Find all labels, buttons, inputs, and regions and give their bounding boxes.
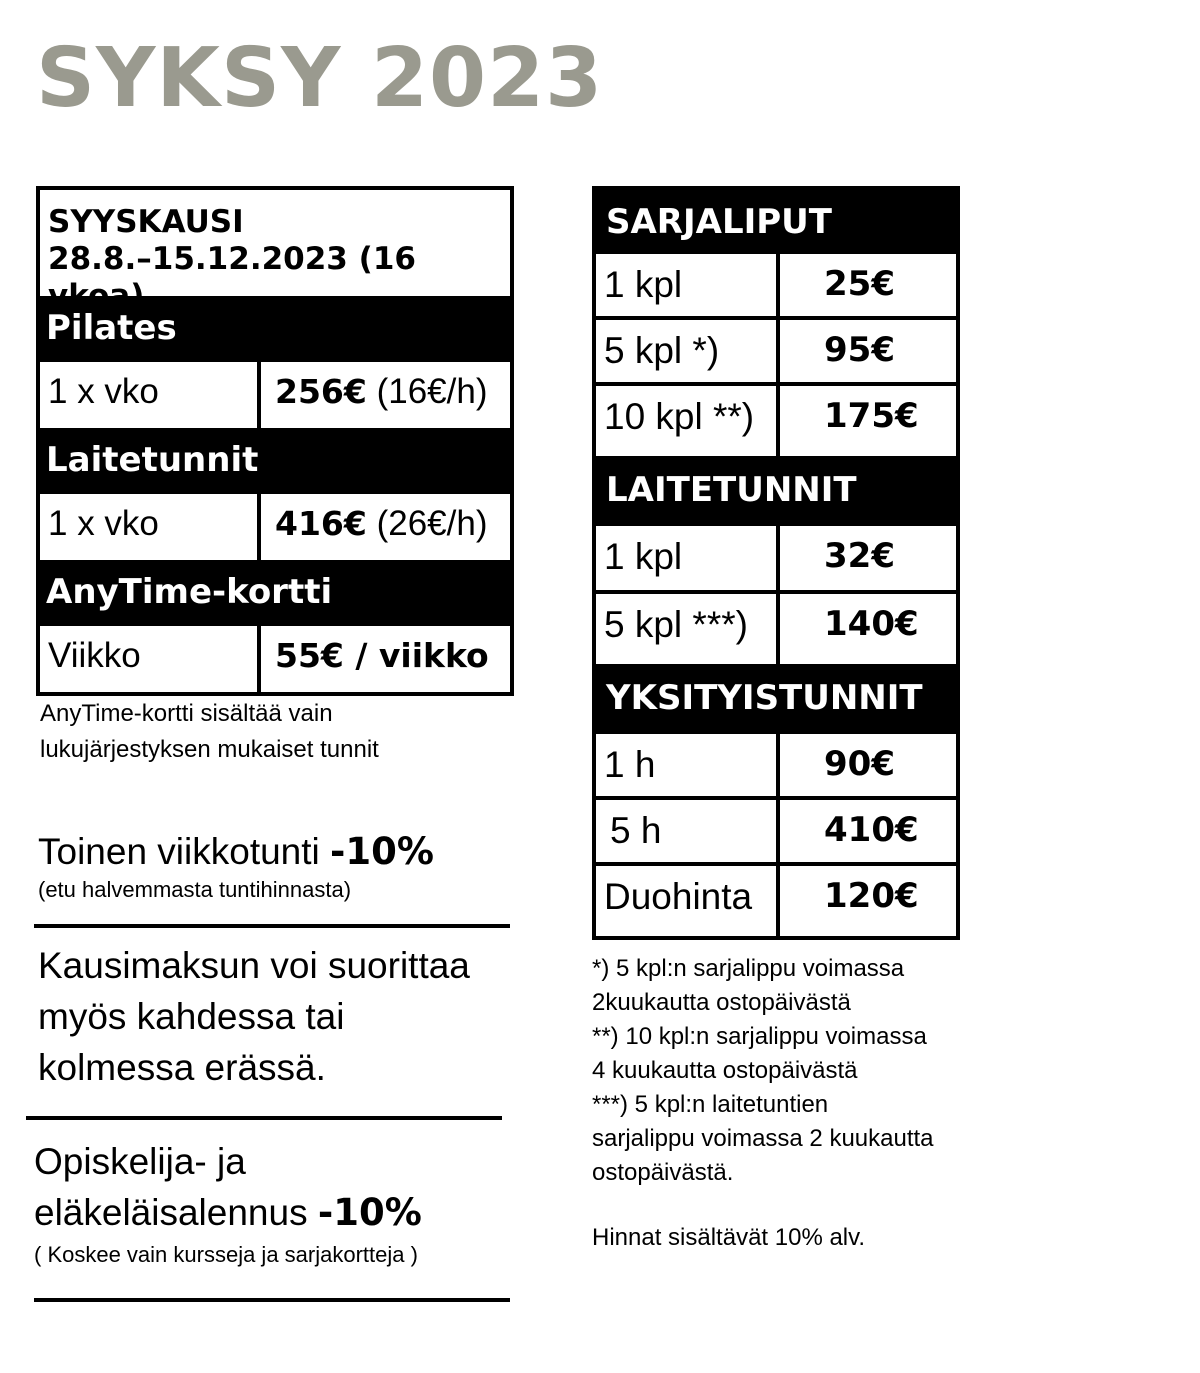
row-label: 1 x vko — [40, 362, 261, 428]
table-row — [596, 800, 956, 866]
footnote-line: *) 5 kpl:n sarjalippu voimassa — [592, 955, 905, 982]
installments-note — [38, 940, 518, 1093]
table-row — [596, 320, 956, 386]
row-price: 140€ — [824, 604, 919, 644]
row-label: 5 h — [596, 800, 780, 862]
section-yksityistunnit: YKSITYISTUNNIT — [596, 664, 956, 734]
table-row — [40, 494, 510, 560]
discount-text: Toinen viikkotunti — [38, 831, 320, 872]
page-title: SYKSY 2023 — [36, 31, 604, 126]
student-note: ( Koskee vain kursseja ja sarjakortteja ) — [34, 1242, 418, 1267]
installments-line: kolmessa erässä. — [38, 1047, 326, 1088]
row-label: 1 h — [596, 734, 780, 796]
student-line: eläkeläisalennus — [34, 1192, 308, 1233]
season-heading: SYYSKAUSI — [48, 204, 244, 240]
row-price: 120€ — [824, 876, 919, 916]
row-label: 1 kpl — [596, 254, 780, 316]
row-label: 5 kpl *) — [596, 320, 780, 382]
footnote-line: ***) 5 kpl:n laitetuntien — [592, 1091, 829, 1118]
discount-note: (etu halvemmasta tuntihinnasta) — [38, 877, 352, 902]
row-price: 256€ (16€/h) — [275, 372, 488, 411]
row-label: 1 x vko — [40, 494, 261, 560]
row-price: 410€ — [824, 810, 919, 850]
row-label: 10 kpl **) — [596, 386, 780, 456]
anytime-note-line: AnyTime-kortti sisältää vain — [40, 700, 333, 727]
footnote-line: 4 kuukautta ostopäivästä — [592, 1057, 858, 1084]
table-row — [596, 526, 956, 594]
second-class-discount — [38, 830, 434, 903]
row-label: Duohinta — [596, 866, 780, 936]
student-discount-value: -10% — [317, 1191, 422, 1234]
table-row — [596, 734, 956, 800]
student-line: Opiskelija- ja — [34, 1141, 246, 1182]
anytime-note — [40, 696, 379, 768]
table-row — [40, 362, 510, 428]
table-row — [596, 386, 956, 456]
season-price-table — [36, 186, 514, 696]
row-price: 55€ / viikko — [275, 636, 489, 675]
footnote-line: 2kuukautta ostopäivästä — [592, 989, 851, 1016]
section-sarjaliput: SARJALIPUT — [596, 190, 956, 254]
row-price: 90€ — [824, 744, 895, 784]
divider — [34, 1298, 510, 1302]
section-pilates: Pilates — [40, 296, 510, 362]
footnotes — [592, 952, 982, 1190]
table-row — [596, 254, 956, 320]
divider — [34, 924, 510, 928]
table-row — [40, 626, 510, 692]
row-price: 416€ (26€/h) — [275, 504, 488, 543]
series-price-table — [592, 186, 960, 940]
row-label: 5 kpl ***) — [596, 594, 780, 664]
table-row — [596, 866, 956, 936]
discount-value: -10% — [330, 830, 434, 873]
table-row — [596, 594, 956, 664]
row-label: Viikko — [40, 626, 261, 692]
row-price: 175€ — [824, 396, 919, 436]
installments-line: myös kahdessa tai — [38, 996, 345, 1037]
footnote-line: ostopäivästä. — [592, 1159, 734, 1186]
season-dates: 28.8.–15.12.2023 (16 vkoa) — [48, 241, 416, 314]
row-price: 95€ — [824, 330, 895, 370]
anytime-note-line: lukujärjestyksen mukaiset tunnit — [40, 736, 379, 763]
vat-note: Hinnat sisältävät 10% alv. — [592, 1224, 866, 1251]
season-header — [40, 190, 510, 314]
section-laitetunnit: Laitetunnit — [40, 428, 510, 494]
installments-line: Kausimaksun voi suorittaa — [38, 945, 470, 986]
section-laitetunnit-series: LAITETUNNIT — [596, 456, 956, 526]
footnote-line: sarjalippu voimassa 2 kuukautta — [592, 1125, 934, 1152]
student-discount — [34, 1136, 422, 1272]
divider — [26, 1116, 502, 1120]
section-anytime: AnyTime-kortti — [40, 560, 510, 626]
row-price: 32€ — [824, 536, 895, 576]
row-price: 25€ — [824, 264, 895, 304]
footnote-line: **) 10 kpl:n sarjalippu voimassa — [592, 1023, 927, 1050]
row-label: 1 kpl — [596, 526, 780, 590]
